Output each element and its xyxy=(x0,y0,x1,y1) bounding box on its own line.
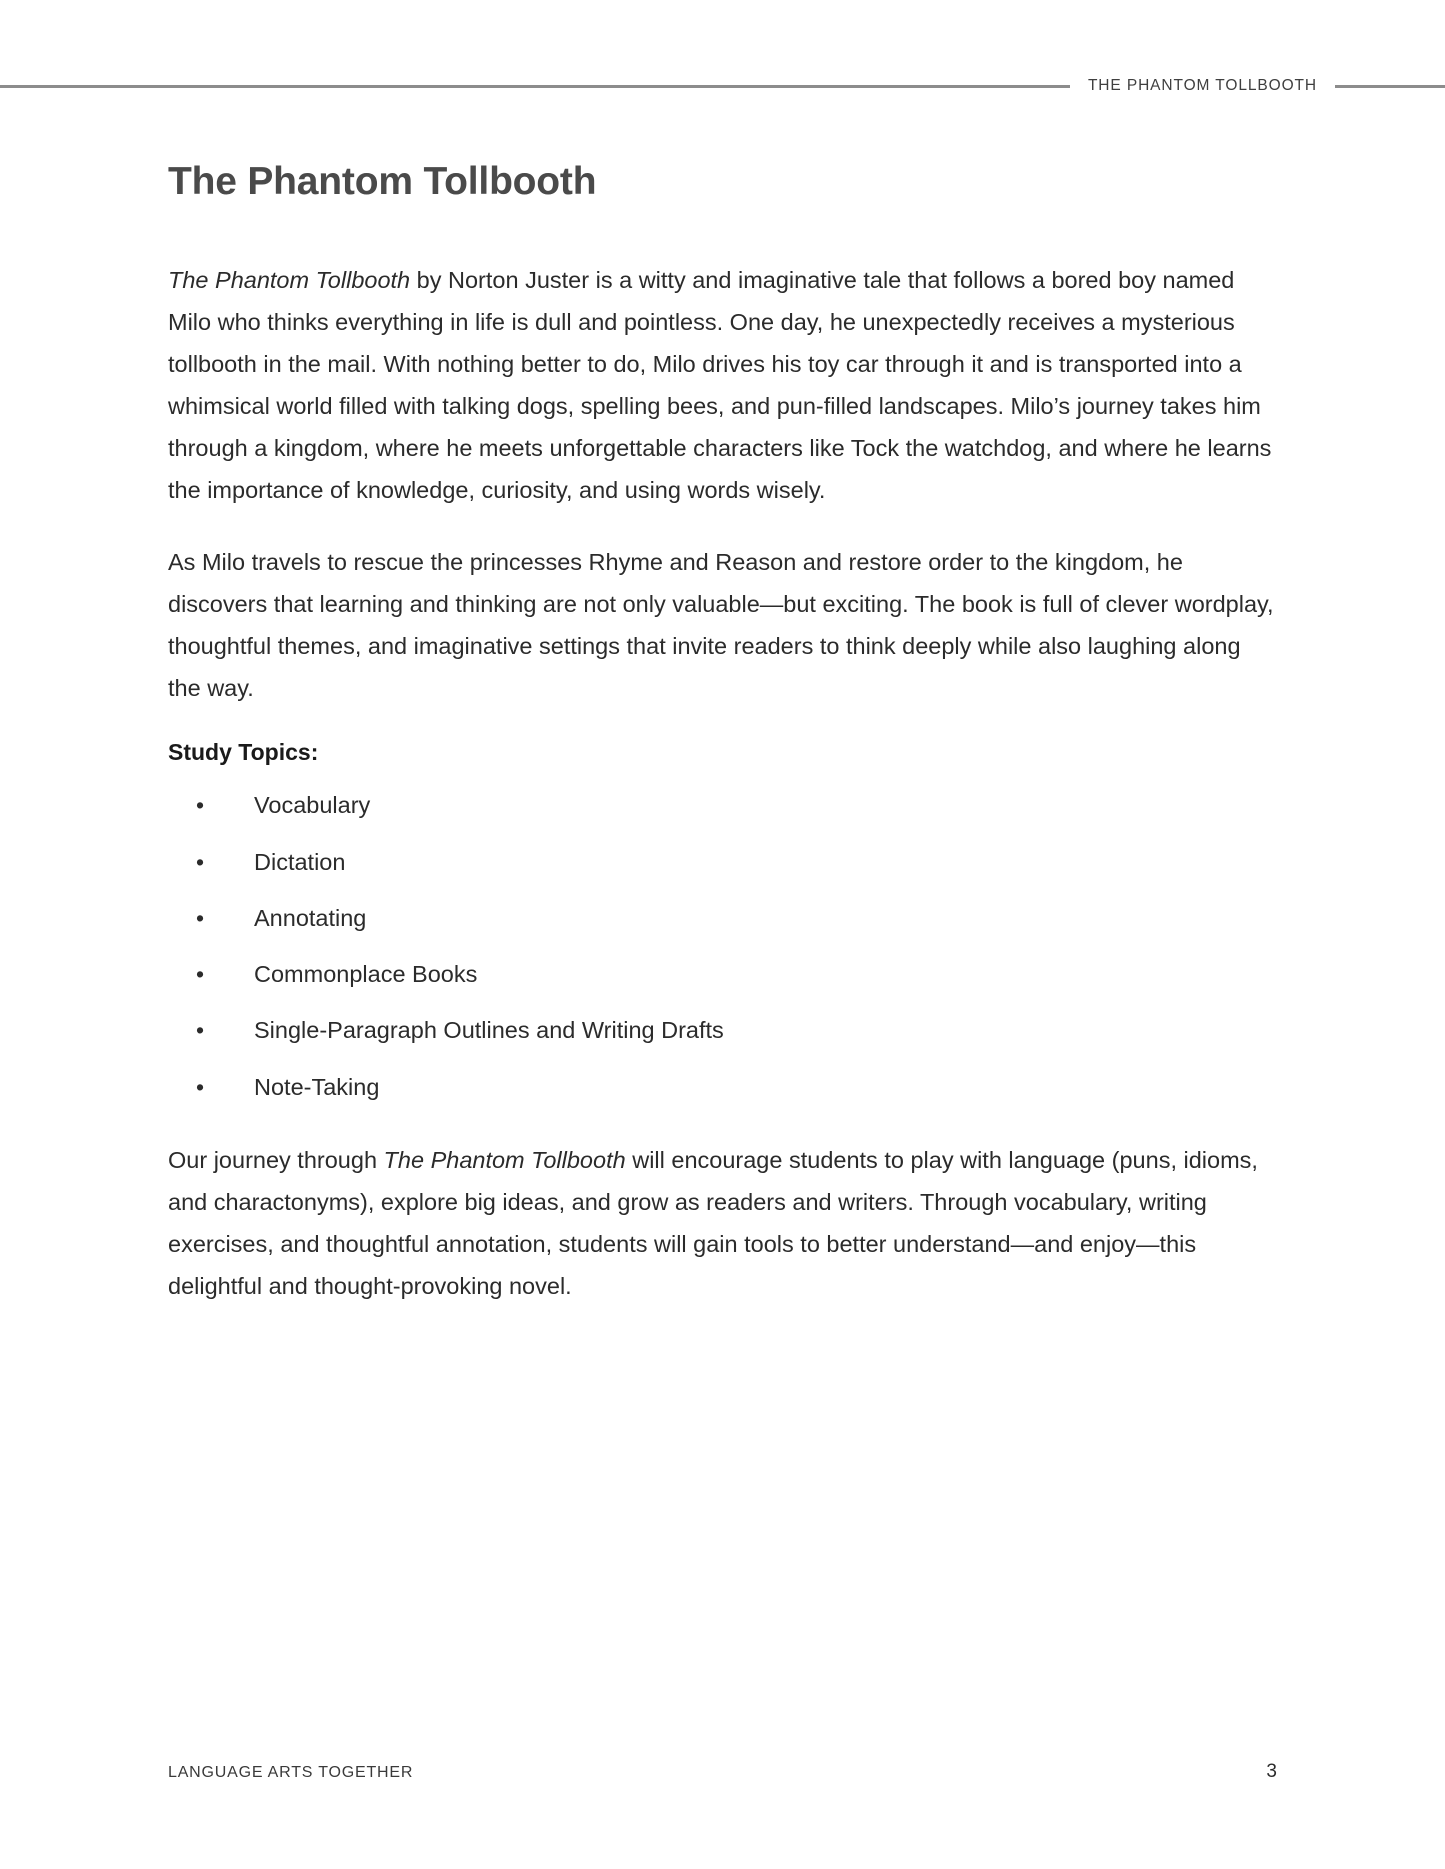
closing-paragraph-part-1: Our journey through xyxy=(168,1146,384,1173)
bullet-icon: • xyxy=(196,961,205,988)
summary-paragraph: As Milo travels to rescue the princesses Rhyme and Reason and restore order to the kingdom, he discovers that learning and thinking are not only valuable—but exciting. The book is full of clever wordplay, thoughtful themes, and imaginative settings that invite readers to think deeply while also laughing along the way. xyxy=(168,549,1274,702)
page-footer xyxy=(168,1761,1277,1783)
book-title-italic-2: The Phantom Tollbooth xyxy=(383,1146,626,1173)
list-item-label: Commonplace Books xyxy=(254,961,478,988)
running-header xyxy=(0,74,1445,98)
list-item-label: Note-Taking xyxy=(254,1073,380,1100)
list-item xyxy=(168,788,1278,823)
bullet-icon: • xyxy=(196,1017,205,1044)
list-item-label: Single-Paragraph Outlines and Writing Drafts xyxy=(254,1017,724,1044)
running-header-title: THE PHANTOM TOLLBOOTH xyxy=(1087,77,1317,94)
list-item xyxy=(168,1013,1278,1048)
list-item-label: Annotating xyxy=(254,904,367,931)
intro-paragraph-text: by Norton Juster is a witty and imaginative tale that follows a bored boy named Milo who thinks everything in life is dull and pointless. One day, he unexpectedly receives a mysterious tollbooth in the mail. With nothing better to do, Milo drives his toy car through it and is transported into a whimsical world filled with talking dogs, spelling bees, and pun-filled landscapes. Milo’s journey takes him through a kingdom, where he meets unforgettable characters like Tock the watchdog, and where he learns the importance of knowledge, curiosity, and using words wisely. xyxy=(168,266,1272,504)
study-topics-heading: Study Topics: xyxy=(168,739,319,766)
bullet-icon: • xyxy=(196,904,205,931)
list-item-label: Vocabulary xyxy=(254,792,371,819)
bullet-icon: • xyxy=(196,1073,205,1100)
study-topics-list xyxy=(168,788,1278,1105)
bullet-icon: • xyxy=(196,848,205,875)
header-rule-left xyxy=(0,85,1070,88)
book-title-italic-1: The Phantom Tollbooth xyxy=(168,266,411,293)
closing-paragraph xyxy=(168,1139,1278,1307)
closing-paragraph-part-2: will encourage students to play with language (puns, idioms, and charactonyms), explore big ideas, and grow as readers and writers. Through vocabulary, writing exercises, and thoughtful annotation, students will gain tools to better understand—and enjoy—this delightful and thought-provoking novel. xyxy=(168,1146,1258,1300)
page-title: The Phantom Tollbooth xyxy=(168,160,597,203)
footer-organization: LANGUAGE ARTS TOGETHER xyxy=(168,1764,414,1781)
list-item xyxy=(168,845,1278,880)
list-item xyxy=(168,1070,1278,1105)
header-rule-right xyxy=(1335,85,1445,88)
footer-page-number: 3 xyxy=(1266,1761,1277,1782)
bullet-icon: • xyxy=(196,792,205,819)
list-item xyxy=(168,901,1278,936)
list-item-label: Dictation xyxy=(254,848,346,875)
document-body xyxy=(168,160,1278,1337)
list-item xyxy=(168,957,1278,992)
intro-paragraph xyxy=(168,259,1278,511)
